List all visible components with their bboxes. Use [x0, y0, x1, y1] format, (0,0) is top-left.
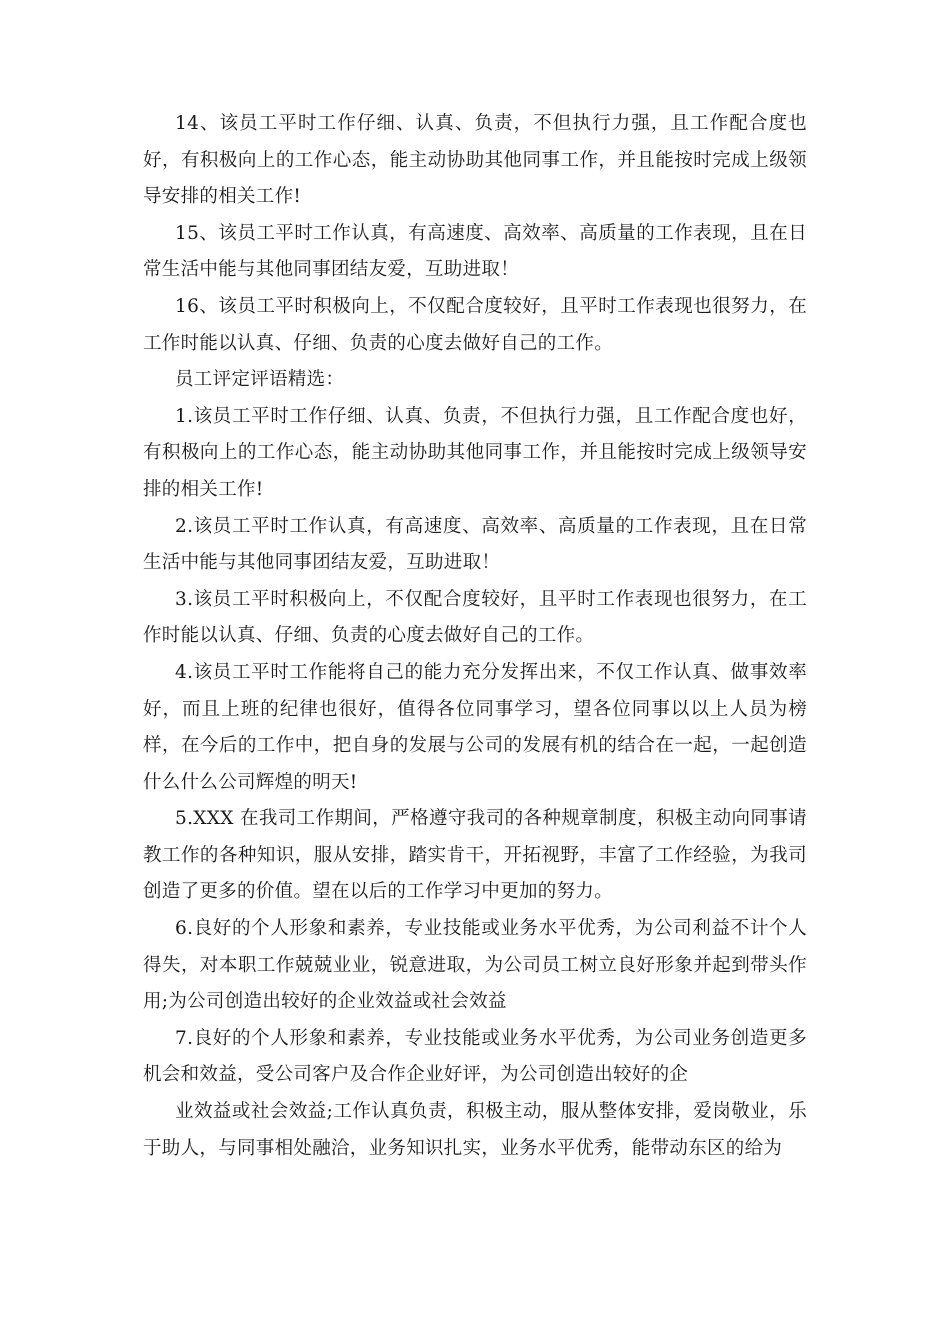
paragraph-7: 7.良好的个人形象和素养，专业技能或业务水平优秀，为公司业务创造更多机会和效益，受公司客户及合作企业好评，为公司创造出较好的企	[143, 1027, 807, 1086]
paragraph-2: 2.该员工平时工作认真，有高速度、高效率、高质量的工作表现，且在日常生活中能与其他同事团结友爱，互助进取！	[143, 515, 807, 574]
paragraph-5: 5.XXX 在我司工作期间，严格遵守我司的各种规章制度，积极主动向同事请教工作的各种知识，服从安排，踏实肯干，开拓视野，丰富了工作经验，为我司创造了更多的价值。望在以后的工作学习中更加的努力。	[143, 808, 807, 903]
document-page	[143, 106, 807, 1167]
paragraph-16: 16、该员工平时积极向上，不仅配合度较好，且平时工作表现也很努力，在工作时能以认真、仔细、负责的心度去做好自己的工作。	[143, 295, 807, 354]
paragraph-6: 6.良好的个人形象和素养，专业技能或业务水平优秀，为公司利益不计个人得失，对本职工作兢兢业业，锐意进取，为公司员工树立良好形象并起到带头作用;为公司创造出较好的企业效益或社会效益	[143, 918, 807, 1013]
paragraph-3: 3.该员工平时积极向上，不仅配合度较好，且平时工作表现也很努力，在工作时能以认真、仔细、负责的心度去做好自己的工作。	[143, 588, 807, 647]
paragraph-14: 14、该员工平时工作仔细、认真、负责，不但执行力强，且工作配合度也好，有积极向上的工作心态，能主动协助其他同事工作，并且能按时完成上级领导安排的相关工作!	[143, 113, 807, 208]
section-heading: 员工评定评语精选：	[175, 369, 345, 391]
paragraph-7-continued: 业效益或社会效益;工作认真负责，积极主动，服从整体安排，爱岗敬业，乐于助人，与同事相处融洽，业务知识扎实，业务水平优秀，能带动东区的给为	[143, 1101, 807, 1159]
paragraph-15: 15、该员工平时工作认真，有高速度、高效率、高质量的工作表现，且在日常生活中能与其他同事团结友爱，互助进取！	[143, 222, 807, 281]
paragraph-4: 4.该员工平时工作能将自己的能力充分发挥出来，不仅工作认真、做事效率好，而且上班的纪律也很好，值得各位同事学习，望各位同事以以上人员为榜样，在今后的工作中，把自身的发展与公司的发展有机的结合在一起，一起创造什么什么公司辉煌的明天!	[143, 661, 807, 793]
paragraph-1: 1.该员工平时工作仔细、认真、负责，不但执行力强，且工作配合度也好，有积极向上的工作心态，能主动协助其他同事工作，并且能按时完成上级领导安排的相关工作!	[143, 405, 807, 500]
